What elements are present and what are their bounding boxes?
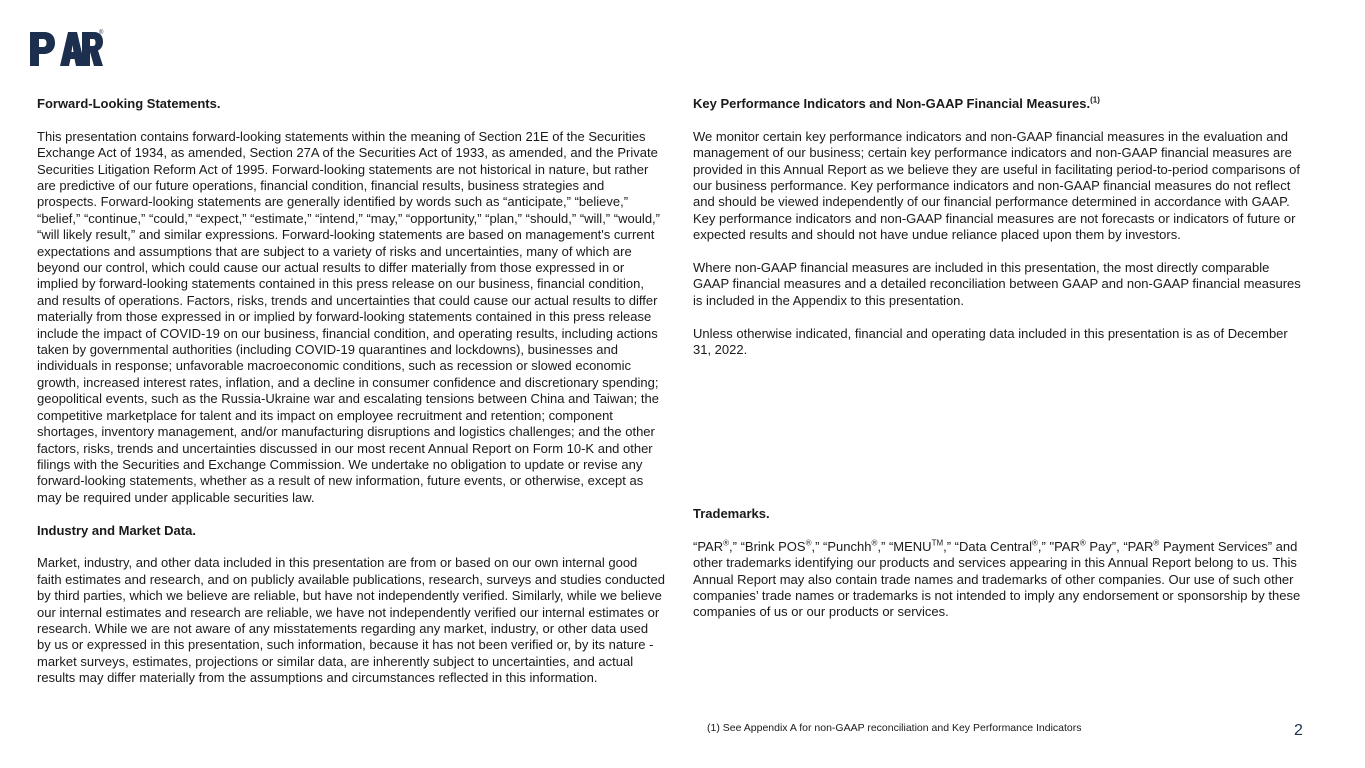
left-column — [37, 96, 665, 703]
reg-mark: ® — [1079, 538, 1086, 548]
kpi-body-3: Unless otherwise indicated, financial and operating data included in this presentation is as of December 31, 2022. — [693, 325, 1288, 358]
tm-text-8: Payment Services” and other trademarks identifying our products and services appearing in this Annual Report belong to us. This Annual Report may also contain trade names and trademarks of other companies. Our use of such other companies’ trade names or trademarks is not intended to imply any endorsement or sponsorship by these companies of us or our products or services. — [693, 538, 1301, 620]
page-number: 2 — [1294, 722, 1303, 739]
registered-mark: ® — [99, 30, 104, 36]
trademarks-heading: Trademarks. — [693, 506, 770, 521]
reg-mark: ® — [723, 538, 730, 548]
forward-looking-heading: Forward-Looking Statements. — [37, 96, 221, 111]
tm-text-5: ,” “Data Central — [943, 538, 1032, 554]
footnote: (1) See Appendix A for non-GAAP reconciliation and Key Performance Indicators — [707, 722, 1082, 734]
tm-text-6: ,” "PAR — [1037, 538, 1080, 554]
kpi-footnote-ref: (1) — [1090, 95, 1100, 105]
par-logo-mark — [30, 32, 106, 68]
industry-market-heading: Industry and Market Data. — [37, 522, 196, 538]
reg-mark: ® — [805, 538, 812, 548]
reg-mark: ® — [1153, 538, 1160, 548]
trademarks-section — [693, 506, 1305, 637]
tm-text-2: ,” “Brink POS — [729, 538, 806, 554]
tm-text-3: ,” “Punchh — [811, 538, 872, 554]
kpi-body-1: We monitor certain key performance indicators and non-GAAP financial measures in the evaluation and management of our business; certain key performance indicators and non-GAAP financial measures are provided in this Annual Report as we believe they are useful in facilitating period-to-period comparisons of our business performance. Key performance indicators and non-GAAP financial measures do not reflect and should be viewed independently of our financial performance determined in accordance with GAAP. Key performance indicators and non-GAAP financial measures are not forecasts or indicators of future or expected results and should not have undue reliance placed upon them by investors. — [693, 128, 1301, 243]
right-column — [693, 96, 1305, 375]
kpi-heading — [693, 96, 1305, 112]
tm-mark: TM — [931, 538, 944, 548]
kpi-heading-text: Key Performance Indicators and Non-GAAP Financial Measures. — [693, 96, 1091, 111]
tm-text-1: “PAR — [693, 538, 724, 554]
tm-text-4: ,” “MENU — [877, 538, 932, 554]
reg-mark: ® — [1032, 538, 1038, 548]
industry-market-body: Market, industry, and other data included in this presentation are from or based on our own internal good faith estimates and research, and on publicly available publications, research, surveys and studies conducted by third parties, which we believe are reliable, but have not independently verified. Similarly, while we believe our internal estimates and research are reliable, we have not independently verified our internal estimates or research. While we are not aware of any misstatements regarding any market, industry, or other data used by us or expressed in this presentation, such information, because it has not been verified or, by its nature - market surveys, estimates, projections or similar data, are inherently subject to uncertainties, and actual results may differ materially from the assumptions and circumstances reflected in this information. — [37, 555, 665, 686]
par-logo — [30, 32, 106, 68]
forward-looking-body: This presentation contains forward-looking statements within the meaning of Section 21E of the Securities Exchange Act of 1934, as amended, Section 27A of the Securities Act of 1933, as amended, and the Private Securities Litigation Reform Act of 1995. Forward-looking statements are not historical in nature, but rather are predictive of our future operations, financial condition, financial results, business strategies and prospects. Forward-looking statements are generally identified by words such as “anticipate,” “believe,” “belief,” “continue,” “could,” “expect,” “estimate,” “intend,” “may,” “opportunity,” “plan,” “should,” “will,” “would,” “will likely result,” and similar expressions. Forward-looking statements are based on management's current expectations and assumptions that are subject to a variety of risks and uncertainties, many of which are beyond our control, which could cause our actual results to differ materially from those expressed in or implied by forward-looking statements contained in this press release on our business, financial condition, and results of operations. Factors, risks, trends and uncertainties that could cause our actual results to differ materially from those expressed in or implied by forward-looking statements contained in this press release include the impact of COVID-19 on our business, financial condition, and operating results, including actions taken by governmental authorities (including COVID-19 quarantines and lockdowns), businesses and individuals in response; unfavorable macroeconomic conditions, such as recession or slowed economic growth, increased interest rates, inflation, and a decline in consumer confidence and discretionary spending; geopolitical events, such as the Russia-Ukraine war and escalating tensions between China and Taiwan; the competitive marketplace for talent and its impact on employee recruitment and retention; component shortages, inventory management, and/or manufacturing disruptions and logistics challenges; and the other factors, risks, trends and uncertainties discussed in our most recent Annual Report on Form 10-K and other filings with the Securities and Exchange Commission. We undertake no obligation to update or revise any forward-looking statements, whether as a result of new information, future events, or otherwise, except as may be required under applicable securities law. — [37, 128, 660, 505]
reg-mark: ® — [871, 538, 878, 548]
tm-text-7: Pay”, “PAR — [1085, 538, 1154, 554]
trademarks-body — [693, 539, 1305, 621]
kpi-body-2: Where non-GAAP financial measures are included in this presentation, the most directly comparable GAAP financial measures and a detailed reconciliation between GAAP and non-GAAP financial measures is included in the Appendix to this presentation. — [693, 260, 1301, 308]
